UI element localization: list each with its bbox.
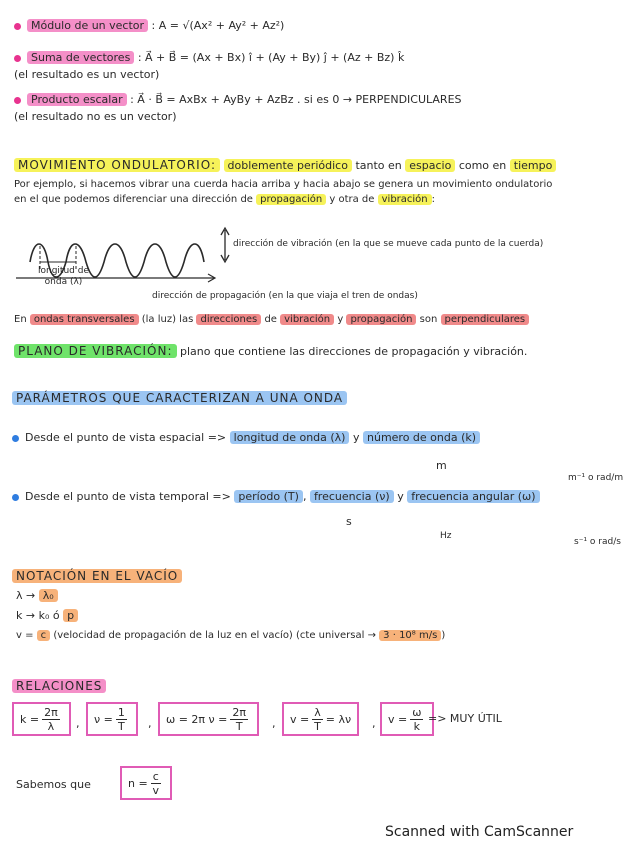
bullet-icon [12, 494, 19, 501]
k-lhs: k = [20, 712, 40, 726]
movimiento-heading [14, 157, 556, 174]
producto-note: (el resultado no es un vector) [14, 110, 177, 123]
example-text-b: y otra de [329, 194, 375, 205]
frecuencia-angular: frecuencia angular (ω) [407, 490, 539, 503]
n3-c: c [37, 630, 51, 641]
k-fraction [42, 706, 60, 733]
periodo: período (T) [234, 490, 303, 503]
v2-fraction [410, 706, 423, 733]
bullet-icon [14, 97, 21, 104]
lambda-label-1: longitud de [38, 266, 89, 276]
numero-onda: número de onda (k) [363, 431, 480, 444]
sep-3: , [272, 717, 276, 730]
t-vibracion: vibración [280, 314, 334, 325]
espacial-text: Desde el punto de vista espacial => [25, 431, 227, 444]
v2-den: k [413, 719, 421, 733]
sabemos-text: Sabemos que [16, 778, 91, 791]
k-num: 2π [44, 705, 58, 719]
v1-num: λ [314, 705, 321, 719]
v1-den: T [314, 719, 321, 733]
relaciones-title: RELACIONES [12, 679, 106, 693]
longitud-onda: longitud de onda (λ) [230, 431, 350, 444]
t-luz: (la luz) las [141, 314, 194, 325]
n3-end: ) [441, 630, 446, 641]
n2-a: k → k₀ [16, 609, 50, 622]
plano-line [14, 343, 527, 360]
propagation-label: dirección de propagación (en la que viaja el tren de ondas) [152, 291, 418, 301]
n2-o: ó [52, 609, 60, 622]
periodic-text: doblemente periódico [224, 159, 352, 172]
sep-1: , [76, 717, 80, 730]
v1-lhs: v = [290, 712, 310, 726]
n3-a: v = [16, 630, 34, 641]
v1-rhs: = λν [325, 712, 352, 726]
notacion-line-1 [16, 588, 58, 604]
plano-label: PLANO DE VIBRACIÓN: [14, 344, 177, 358]
v2-lhs: v = [388, 712, 408, 726]
suma-note: (el resultado es un vector) [14, 68, 160, 81]
bullet-icon [14, 55, 21, 62]
frecuencia: frecuencia (ν) [310, 490, 394, 503]
n-lhs: n = [128, 776, 148, 790]
t-de: de [264, 314, 277, 325]
t-direcciones: direcciones [196, 314, 261, 325]
relaciones-heading [12, 678, 106, 695]
w-lhs: ω = 2π ν = [166, 712, 228, 726]
parametros-title: PARÁMETROS QUE CARACTERIZAN A UNA ONDA [12, 391, 347, 405]
producto-line [14, 92, 462, 108]
unit-w: s⁻¹ o rad/s [574, 537, 621, 547]
unit-hz: Hz [440, 531, 452, 541]
notacion-title: NOTACIÓN EN EL VACÍO [12, 569, 182, 583]
example-line-1: Por ejemplo, si hacemos vibrar una cuerda hacia arriba y hacia abajo se genera un movimiento ondulatorio [14, 179, 553, 190]
tiempo-text: tiempo [510, 159, 557, 172]
n-den: v [152, 783, 159, 797]
relation-n-box [120, 766, 172, 800]
modulo-line [14, 18, 284, 34]
w-num: 2π [232, 705, 247, 719]
relation-v1-box [282, 702, 359, 736]
t-perpendiculares: perpendiculares [441, 314, 530, 325]
notacion-heading [12, 568, 182, 585]
relation-v2-box [380, 702, 434, 736]
unit-k: m⁻¹ o rad/m [568, 473, 624, 483]
n1-b: λ₀ [39, 589, 58, 602]
tanto-en: tanto en [355, 159, 402, 172]
parametros-heading [12, 390, 347, 407]
temporal-line [12, 489, 540, 505]
bullet-icon [12, 435, 19, 442]
modulo-label: Módulo de un vector [27, 19, 148, 32]
temporal-text: Desde el punto de vista temporal => [25, 490, 231, 503]
transversales-line [14, 312, 529, 328]
p-y2: y [397, 490, 404, 503]
n-num: c [152, 769, 159, 783]
suma-line [14, 50, 404, 66]
espacial-line [12, 430, 480, 446]
n-fraction [151, 770, 161, 797]
relation-nu-box [86, 702, 138, 736]
plano-text: plano que contiene las direcciones de propagación y vibración. [180, 345, 528, 358]
notacion-line-3 [16, 628, 445, 644]
unit-m: m [436, 459, 447, 472]
k-den: λ [47, 719, 55, 733]
modulo-formula: : A = √(Ax² + Ay² + Az²) [151, 19, 285, 32]
example-text-a: en el que podemos diferenciar una dirección de [14, 194, 253, 205]
example-text-c: : [431, 194, 436, 205]
nu-num: 1 [117, 705, 125, 719]
nu-den: T [117, 719, 125, 733]
p-y1: y [352, 431, 360, 444]
w-fraction [230, 706, 248, 733]
bullet-icon [14, 23, 21, 30]
muy-util: => MUY ÚTIL [428, 712, 502, 725]
notacion-line-2 [16, 608, 78, 624]
movimiento-title: MOVIMIENTO ONDULATORIO: [14, 158, 220, 172]
v2-num: ω [412, 705, 422, 719]
suma-formula: : A⃗ + B⃗ = (Ax + Bx) î + (Ay + By) ĵ + (Az + Bz) k̂ [137, 51, 405, 64]
n3-b: (velocidad de propagación de la luz en el vacío) (cte universal → [53, 630, 376, 641]
n1-a: λ → [16, 589, 36, 602]
propagacion-highlight: propagación [256, 194, 326, 205]
lambda-label [38, 266, 89, 288]
producto-formula: : A⃗ · B⃗ = AxBx + AyBy + AzBz . si es 0 → PERPENDICULARES [130, 93, 462, 106]
vibracion-highlight: vibración [378, 194, 432, 205]
v1-fraction [312, 706, 323, 733]
t-en: En [14, 314, 27, 325]
unit-s: s [346, 515, 352, 528]
lambda-label-2: onda (λ) [44, 277, 83, 287]
producto-label: Producto escalar [27, 93, 127, 106]
nu-lhs: ν = [94, 712, 113, 726]
suma-label: Suma de vectores [27, 51, 134, 64]
espacio-text: espacio [405, 159, 455, 172]
relation-w-box [158, 702, 259, 736]
como-en: como en [458, 159, 507, 172]
w-den: T [235, 719, 243, 733]
ondas-transversales: ondas transversales [30, 314, 139, 325]
n3-val: 3 · 10⁸ m/s [379, 630, 441, 641]
t-y: y [337, 314, 344, 325]
sep-2: , [148, 717, 152, 730]
t-propagacion: propagación [346, 314, 416, 325]
nu-fraction [116, 706, 127, 733]
relation-k-box [12, 702, 71, 736]
n2-b: p [63, 609, 78, 622]
camscanner-watermark: Scanned with CamScanner [385, 824, 574, 840]
vibration-label: dirección de vibración (en la que se mueve cada punto de la cuerda) [233, 239, 544, 249]
example-line-2 [14, 192, 435, 208]
p-comma: , [302, 490, 307, 503]
sep-4: , [372, 717, 376, 730]
t-son: son [419, 314, 438, 325]
